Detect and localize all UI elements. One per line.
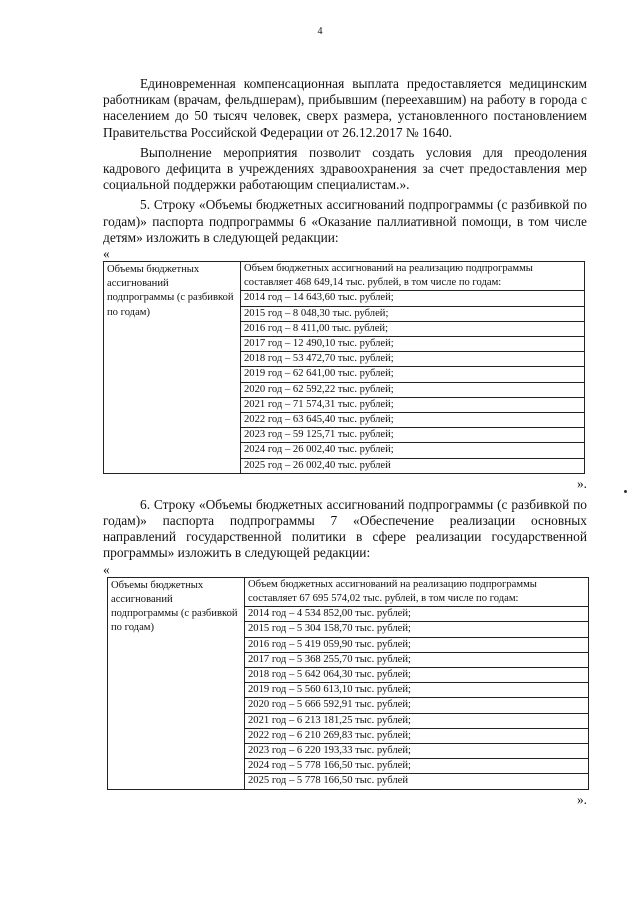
table-line: Объем бюджетных ассигнований на реализацию подпрограммы составляет 468 649,14 тыс. рублей, в том числе по годам: [244, 263, 533, 289]
table-line: 2020 год – 5 666 592,91 тыс. рублей; [245, 697, 588, 712]
table-line: 2019 год – 5 560 613,10 тыс. рублей; [245, 682, 588, 697]
table-label-cell: Объемы бюджетных ассигнований подпрограммы (с разбивкой по годам) [108, 577, 245, 789]
table-line: 2018 год – 5 642 064,30 тыс. рублей; [245, 667, 588, 682]
table-line: 2021 год – 71 574,31 тыс. рублей; [241, 397, 584, 412]
paragraph-section-5: 5. Строку «Объемы бюджетных ассигнований подпрограммы (с разбивкой по годам)» паспорта подпрограммы 6 «Оказание паллиативной помощи, в том числе детям» изложить в следующей редакции: [103, 197, 587, 245]
table-line: 2017 год – 5 368 255,70 тыс. рублей; [245, 652, 588, 667]
table-line: 2015 год – 8 048,30 тыс. рублей; [241, 306, 584, 321]
table-label-cell: Объемы бюджетных ассигнований подпрограммы (с разбивкой по годам) [104, 262, 241, 474]
table-line: 2014 год – 14 643,60 тыс. рублей; [241, 290, 584, 305]
quote-close-2: ». [576, 791, 587, 807]
table-line: 2022 год – 6 210 269,83 тыс. рублей; [245, 728, 588, 743]
table-line: 2014 год – 4 534 852,00 тыс. рублей; [245, 606, 588, 621]
table-line: 2024 год – 26 002,40 тыс. рублей; [241, 442, 584, 457]
table-line: 2021 год – 6 213 181,25 тыс. рублей; [245, 713, 588, 728]
table-line: 2023 год – 6 220 193,33 тыс. рублей; [245, 743, 588, 758]
paragraph-section-6: 6. Строку «Объемы бюджетных ассигнований подпрограммы (с разбивкой по годам)» паспорта подпрограммы 7 «Обеспечение реализации основных направлений государственной политики в сфере реализации государственной программы» изложить в следующей редакции: [103, 496, 587, 561]
table-values-cell [241, 262, 585, 474]
paragraph-outcome: Выполнение мероприятия позволит создать условия для преодоления кадрового дефицита в учреждениях здравоохранения за счет предоставления мер социальной поддержки работающим специалистам.». [103, 144, 587, 193]
scan-speck [624, 490, 627, 493]
table-line: 2015 год – 5 304 158,70 тыс. рублей; [245, 621, 588, 636]
table-line: Объем бюджетных ассигнований на реализацию подпрограммы составляет 67 695 574,02 тыс. рублей, в том числе по годам: [248, 578, 537, 604]
budget-table-subprogram-6 [103, 261, 585, 474]
table-line: 2016 год – 8 411,00 тыс. рублей; [241, 321, 584, 336]
page-number: 4 [317, 26, 323, 37]
table-line: 2025 год – 5 778 166,50 тыс. рублей [245, 773, 588, 788]
document-body [103, 76, 587, 807]
table-values-cell [245, 577, 589, 789]
table-line: 2023 год – 59 125,71 тыс. рублей; [241, 427, 584, 442]
budget-table-subprogram-7 [107, 577, 589, 790]
table-line: 2022 год – 63 645,40 тыс. рублей; [241, 412, 584, 427]
paragraph-compensation: Единовременная компенсационная выплата предоставляется медицинским работникам (врачам, фельдшерам), прибывшим (переехавшим) на работу в города с населением до 50 тысяч человек, сверх размера, установленного постановлением Правительства Российской Федерации от 26.12.2017 № 1640. [103, 76, 587, 140]
table-line: 2018 год – 53 472,70 тыс. рублей; [241, 351, 584, 366]
table-line: 2024 год – 5 778 166,50 тыс. рублей; [245, 758, 588, 773]
quote-open-2: « [103, 561, 110, 577]
table-line: 2019 год – 62 641,00 тыс. рублей; [241, 366, 584, 381]
table-line: 2020 год – 62 592,22 тыс. рублей; [241, 382, 584, 397]
table-line: 2017 год – 12 490,10 тыс. рублей; [241, 336, 584, 351]
quote-open-1: « [103, 246, 110, 262]
table-line: 2016 год – 5 419 059,90 тыс. рублей; [245, 637, 588, 652]
table-line: 2025 год – 26 002,40 тыс. рублей [241, 458, 584, 473]
quote-close-1: ». [576, 475, 587, 491]
